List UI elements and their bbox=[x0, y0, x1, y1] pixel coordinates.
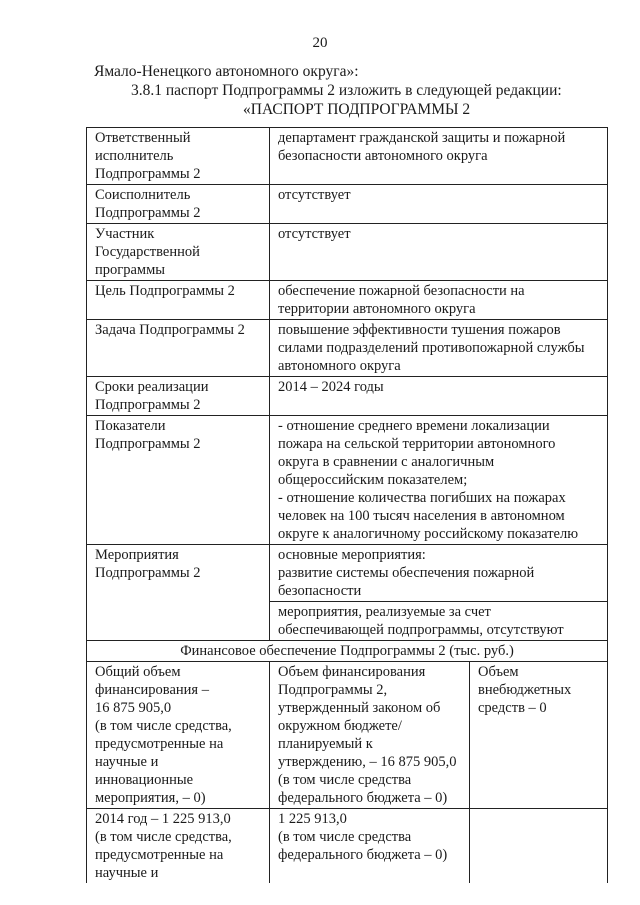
intro-line-region: Ямало-Ненецкого автономного округа»: bbox=[94, 63, 359, 80]
intro-line-amendment: 3.8.1 паспорт Подпрограммы 2 изложить в следующей редакции: bbox=[131, 82, 562, 99]
financing-total-col3: Объем внебюджетных средств – 0 bbox=[470, 662, 608, 809]
passport-row bbox=[87, 320, 608, 377]
row-label: Показатели Подпрограммы 2 bbox=[87, 416, 270, 545]
passport-row bbox=[87, 377, 608, 416]
passport-table bbox=[86, 127, 608, 883]
row-label: Мероприятия Подпрограммы 2 bbox=[87, 545, 270, 602]
row-label: Цель Подпрограммы 2 bbox=[87, 281, 270, 320]
passport-row bbox=[87, 128, 608, 185]
financing-2014-col3 bbox=[470, 809, 608, 884]
row-value: - отношение среднего времени локализации пожара на сельской территории автономного округа в сравнении с аналогичным общероссийским показателем; - отношение количества погибших на пожарах человек на 100 тысяч населения в автономном округе к аналогичному российскому показателю bbox=[270, 416, 608, 545]
row-label: Участник Государственной программы bbox=[87, 224, 270, 281]
financing-2014-row bbox=[87, 809, 608, 884]
financing-2014-col1: 2014 год – 1 225 913,0 (в том числе средства, предусмотренные на научные и bbox=[87, 809, 270, 884]
row-label: Ответственный исполнитель Подпрограммы 2 bbox=[87, 128, 270, 185]
financing-header: Финансовое обеспечение Подпрограммы 2 (тыс. руб.) bbox=[87, 641, 608, 662]
row-value: департамент гражданской защиты и пожарной безопасности автономного округа bbox=[270, 128, 608, 185]
passport-title: «ПАСПОРТ ПОДПРОГРАММЫ 2 bbox=[243, 101, 471, 118]
passport-row bbox=[87, 185, 608, 224]
passport-row bbox=[87, 281, 608, 320]
page-number: 20 bbox=[312, 35, 328, 51]
passport-row bbox=[87, 224, 608, 281]
row-label: Соисполнитель Подпрограммы 2 bbox=[87, 185, 270, 224]
row-label-empty bbox=[87, 602, 270, 641]
financing-header-row bbox=[87, 641, 608, 662]
financing-total-col2: Объем финансирования Подпрограммы 2, утвержденный законом об окружном бюджете/ планируемый к утверждению, – 16 875 905,0 (в том числе средства федерального бюджета – 0) bbox=[270, 662, 470, 809]
passport-row bbox=[87, 545, 608, 602]
row-value: отсутствует bbox=[270, 224, 608, 281]
row-value: 2014 – 2024 годы bbox=[270, 377, 608, 416]
financing-total-col1: Общий объем финансирования – 16 875 905,0 (в том числе средства, предусмотренные на научные и инновационные мероприятия, – 0) bbox=[87, 662, 270, 809]
passport-row bbox=[87, 416, 608, 545]
activities-main: основные мероприятия: развитие системы обеспечения пожарной безопасности bbox=[270, 545, 608, 602]
row-label: Задача Подпрограммы 2 bbox=[87, 320, 270, 377]
row-value: повышение эффективности тушения пожаров силами подразделений противопожарной службы автономного округа bbox=[270, 320, 608, 377]
passport-row bbox=[87, 602, 608, 641]
financing-2014-col2: 1 225 913,0 (в том числе средства федерального бюджета – 0) bbox=[270, 809, 470, 884]
row-value: отсутствует bbox=[270, 185, 608, 224]
row-value: обеспечение пожарной безопасности на территории автономного округа bbox=[270, 281, 608, 320]
financing-total-row bbox=[87, 662, 608, 809]
row-label: Сроки реализации Подпрограммы 2 bbox=[87, 377, 270, 416]
activities-support: мероприятия, реализуемые за счет обеспечивающей подпрограммы, отсутствуют bbox=[270, 602, 608, 641]
